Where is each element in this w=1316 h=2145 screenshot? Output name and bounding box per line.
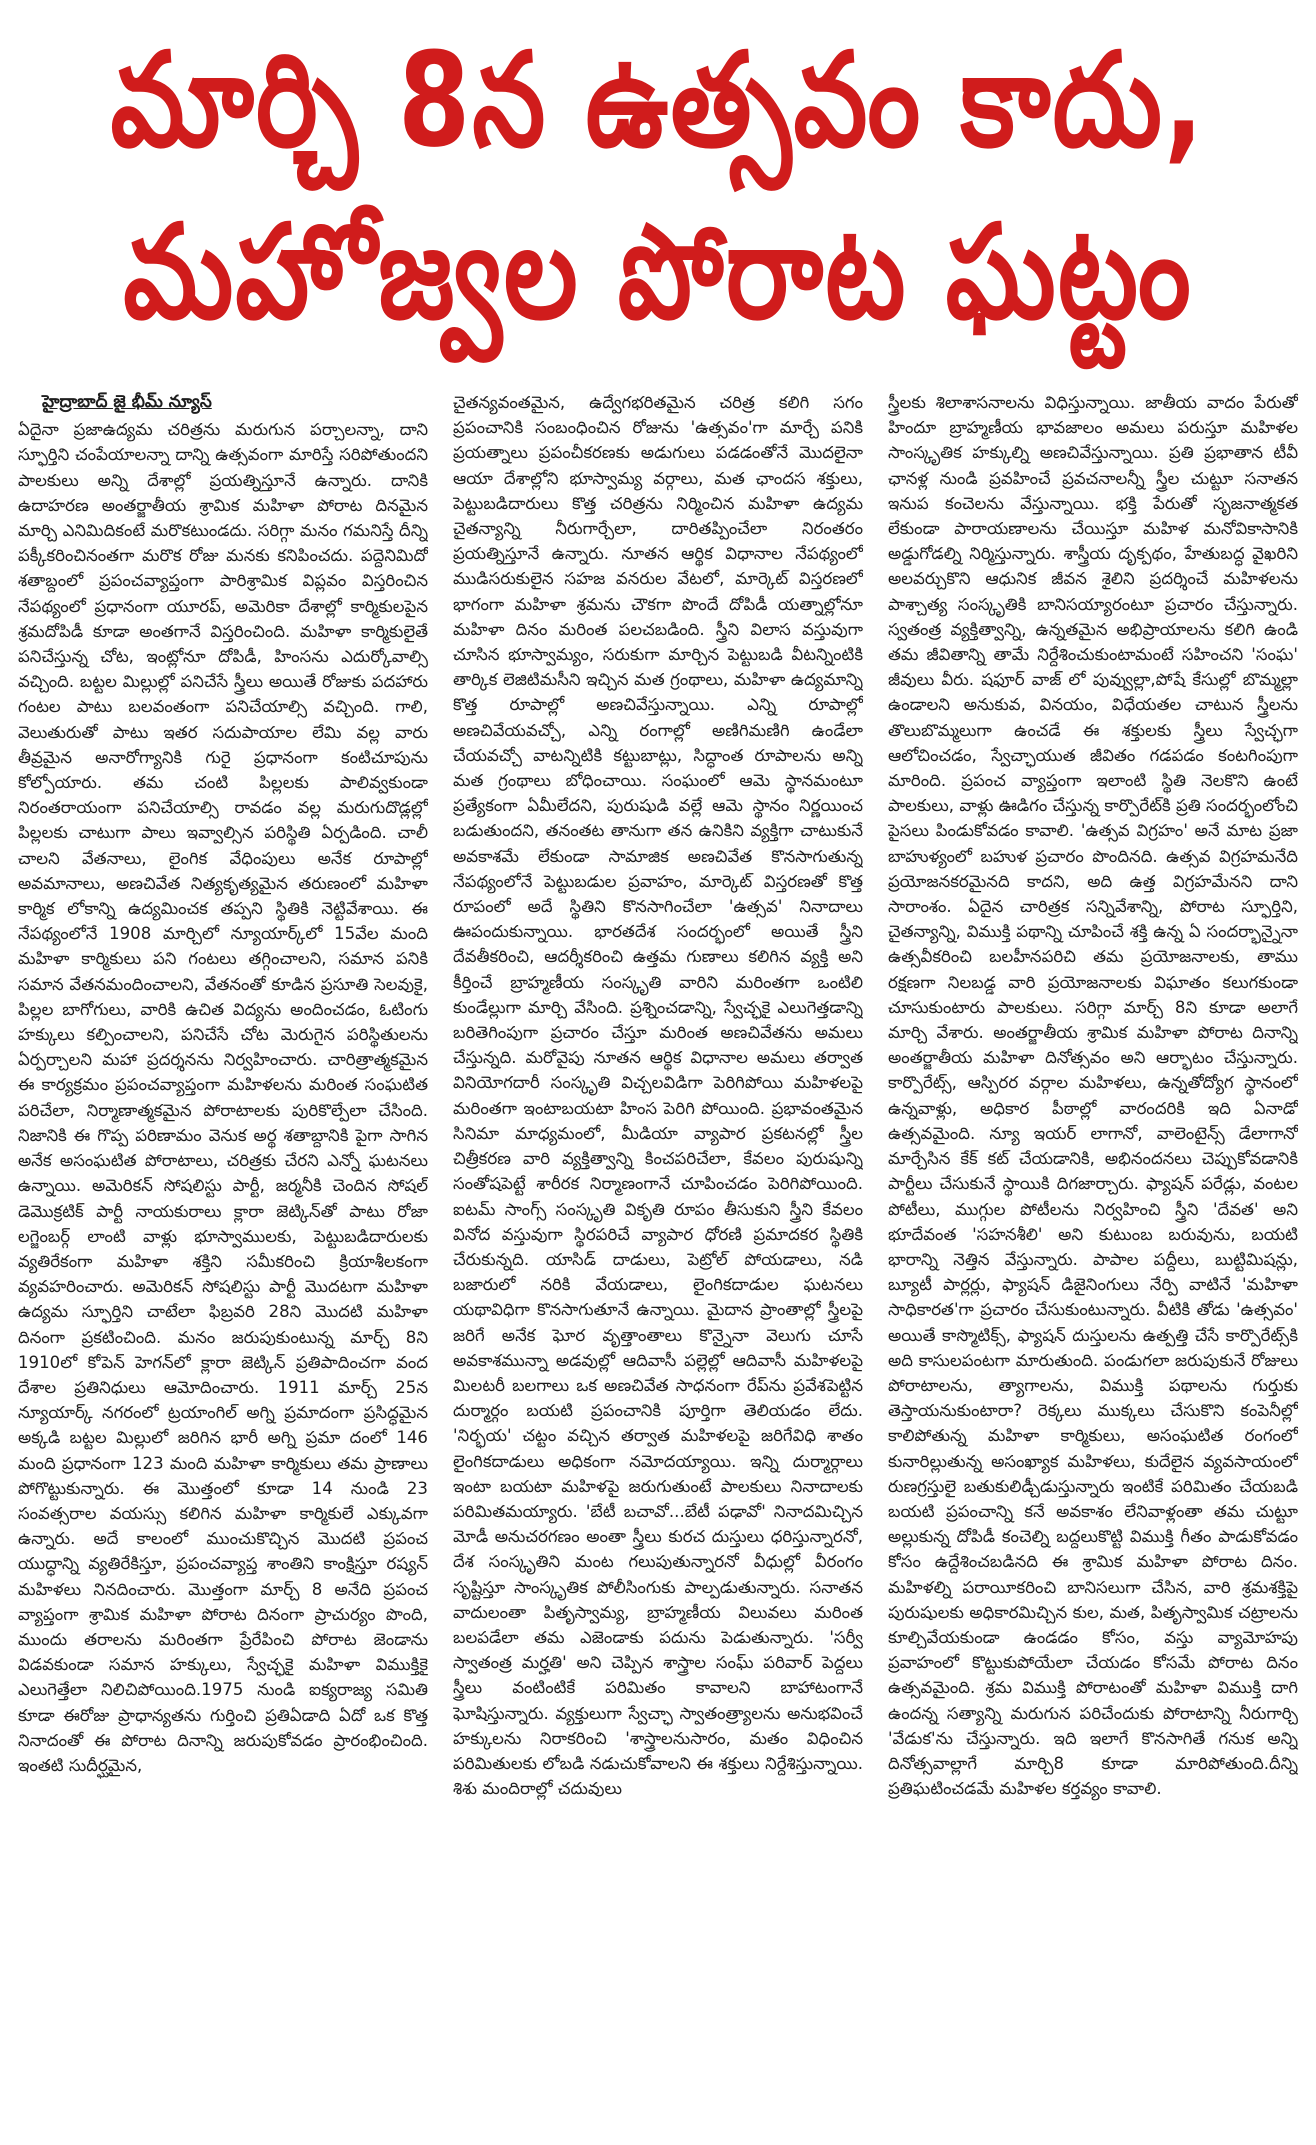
headline-line-1: మార్చి 8న ఉత్సవం కాదు, xyxy=(110,23,1206,177)
headline-line-2: మహోజ్వల పోరాట ఘట్టం xyxy=(123,195,1193,349)
column-1 xyxy=(18,390,428,2135)
article-body xyxy=(18,390,1298,2135)
column-2 xyxy=(453,390,863,2135)
headline xyxy=(18,14,1298,358)
byline: హైద్రాబాద్ జై భీమ్ న్యూస్ xyxy=(42,392,212,412)
column-1-text: ఏదైనా ప్రజాఉద్యమ చరిత్రను మరుగున పర్చాలన్నా, దాని స్ఫూర్తిని చంపేయాలన్నా దాన్ని ఉత్సవంగా మారిస్తే సరిపోతుందని పాలకులు అన్ని దేశాల్లో ప్రయత్నిస్తూనే ఉన్నారు. దానికి ఉదాహరణ అంతర్జాతీయ శ్రామిక మహిళా పోరాట దినమైన మార్చి ఎనిమిదికంటే మరొకటుండదు. సరిగ్గా మనం గమనిస్తే దీన్ని పక్కీకరించినంతగా మరొక రోజు మనకు కనిపించదు. పద్దెనిమిదో శతాబ్దంలో ప్రపంచవ్యాప్తంగా పారిశ్రామిక విప్లవం విస్తరించిన నేపథ్యంలో ప్రధానంగా యూరప్, అమెరికా దేశాల్లో కార్మికులపైన శ్రమదోపిడీ కూడా అంతగానే విస్తరించింది. మహిళా కార్మికులైతే పనిచేస్తున్న చోట, ఇంట్లోనూ దోపిడీ, హింసను ఎదుర్కోవాల్సి వచ్చింది. బట్టల మిల్లుల్లో పనిచేసే స్త్రీలు అయితే రోజుకు పదహారు గంటల పాటు బలవంతంగా పనిచేయాల్సి వచ్చింది. గాలి, వెలుతురుతో పాటు ఇతర సదుపాయాల లేమి వల్ల వారు తీవ్రమైన అనారోగ్యానికి గురై ప్రధానంగా కంటిచూపును కోల్పోయారు. తమ చంటి పిల్లలకు పాలివ్వకుండా నిరంతరాయంగా పనిచేయాల్సి రావడం వల్ల మరుగుదొడ్లల్లో పిల్లలకు చాటుగా పాలు ఇవ్వాల్సిన పరిస్థితి ఏర్పడింది. చాలీ చాలని వేతనాలు, లైంగిక వేధింపులు అనేక రూపాల్లో అవమానాలు, అణచివేత నిత్యకృత్యమైన తరుణంలో మహిళా కార్మిక లోకాన్ని ఉద్యమించక తప్పని స్థితికి నెట్టివేశాయి. ఈ నేపథ్యంలోనే 1908 మార్చిలో న్యూయార్క్‌లో 15వేల మంది మహిళా కార్మికులు పని గంటలు తగ్గించాలని, సమాన పనికి సమాన వేతనమందించాలని, వేతనంతో కూడిన ప్రసూతి సెలవుకై, పిల్లల బాగోగులు, వారికి ఉచిత విద్యను అందించడం, ఓటింగు హక్కులు కల్పించాలని, పనిచేసే చోట మెరుగైన పరిస్థితులను ఏర్పర్చాలని మహా ప్రదర్శనను నిర్వహించారు. చారిత్రాత్మకమైన ఈ కార్యక్రమం ప్రపంచవ్యాప్తంగా మహిళలను మరింత సంఘటిత పరిచేలా, నిర్మాణాత్మకమైన పోరాటాలకు పురికొల్పేలా చేసింది. నిజానికి ఈ గొప్ప పరిణామం వెనుక అర్థ శతాబ్దానికి పైగా సాగిన అనేక అసంఘటిత పోరాటాలు, చరిత్రకు చేరని ఎన్నో ఘటనలు ఉన్నాయి. అమెరికన్ సోషలిస్టు పార్టీ, జర్మనీకి చెందిన సోషల్ డెమొక్రటిక్ పార్టీ నాయకురాలు క్లారా జెట్కిన్‌తో పాటు రోజా లగ్జెంబర్గ్ లాంటి వాళ్లు భూస్వాములకు, పెట్టుబడిదారులకు వ్యతిరేకంగా మహిళా శక్తిని సమీకరించి క్రియాశీలకంగా వ్యవహరించారు. అమెరికన్ సోషలిస్టు పార్టీ మొదటగా మహిళా ఉద్యమ స్ఫూర్తిని చాటేలా ఫిబ్రవరి 28ని మొదటి మహిళా దినంగా ప్రకటించింది. మనం జరుపుకుంటున్న మార్చ్ 8ని 1910లో కోపెన్ హెగన్‌లో క్లారా జెట్కిన్ ప్రతిపాదించగా వంద దేశాల ప్రతినిధులు ఆమోదించారు. 1911 మార్చ్ 25న న్యూయార్క్ నగరంలో ట్రయాంగిల్ అగ్ని ప్రమాదంగా ప్రసిద్ధమైన అక్కడి బట్టల మిల్లులో జరిగిన భారీ అగ్ని ప్రమా దంలో 146 మంది ప్రధానంగా 123 మంది మహిళా కార్మికులు తమ ప్రాణాలు పోగొట్టుకున్నారు. ఈ మొత్తంలో కూడా 14 నుండి 23 సంవత్సరాల వయస్సు కలిగిన మహిళా కార్మికులే ఎక్కువగా ఉన్నారు. అదే కాలంలో ముంచుకొచ్చిన మొదటి ప్రపంచ యుద్ధాన్ని వ్యతిరేకిస్తూ, ప్రపంచవ్యాప్త శాంతిని కాంక్షిస్తూ రష్యన్ మహిళలు నినదించారు. మొత్తంగా మార్చ్ 8 అనేది ప్రపంచ వ్యాప్తంగా శ్రామిక మహిళా పోరాట దినంగా ప్రాచుర్యం పొంది, ముందు తరాలను మరింతగా ప్రేరేపించి పోరాట జెండాను విడవకుండా సమాన హక్కులు, స్వేచ్ఛకై మహిళా విముక్తికై ఎలుగెత్తేలా నిలిచిపోయింది.1975 నుండి ఐక్యరాజ్య సమితి కూడా ఈరోజు ప్రాధాన్యతను గుర్తించి ప్రతిఏడాది ఏదో ఒక కొత్త నినాదంతో ఈ పోరాట దినాన్ని జరుపుకోవడం ప్రారంభించింది. ఇంతటి సుదీర్ఘమైన, xyxy=(18,420,428,1775)
column-3 xyxy=(888,390,1298,2135)
column-3-text: స్త్రీలకు శిలాశాసనాలను విధిస్తున్నాయి. జాతీయ వాదం పేరుతో హిందూ బ్రాహ్మణీయ భావజాలం అమలు పరుస్తూ మహిళల సాంస్కృతిక హక్కుల్ని అణచివేస్తున్నాయి. ప్రతి ప్రభాతాన టీవీ ఛానళ్ల నుండి ప్రవహించే ప్రవచనాలన్నీ స్త్రీల చుట్టూ సనాతన ఇనుప కంచెలను వేస్తున్నాయి. భక్తి పేరుతో సృజనాత్మకత లేకుండా పారాయణాలను చేయిస్తూ మహిళ మనోవికాసానికి అడ్డుగోడల్ని నిర్మిస్తున్నారు. శాస్త్రీయ దృక్పథం, హేతుబద్ధ వైఖరిని అలవర్చుకొని ఆధునిక జీవన శైలిని ప్రదర్శించే మహిళలను పాశ్చాత్య సంస్కృతికి బానిసయ్యారంటూ ప్రచారం చేస్తున్నారు. స్వతంత్ర వ్యక్తిత్వాన్ని, ఉన్నతమైన అభిప్రాయాలను కలిగి ఉండి తమ జీవితాన్ని తామే నిర్దేశించుకుంటామంటే సహించని 'సంఘ' జీవులు వీరు. షఫూర్ వాజ్ లో పువ్వుల్లా,పోషే కేసుల్లో బొమ్మల్లా ఉండాలని అనుకువ, వినయం, విధేయతల చాటున స్త్రీలను తొలుబొమ్మలుగా ఉంచడే ఈ శక్తులకు స్త్రీలు స్వేచ్ఛగా ఆలోచించడం, స్వేచ్ఛాయుత జీవితం గడపడం కంటగింపుగా మారింది. ప్రపంచ వ్యాప్తంగా ఇలాంటి స్థితి నెలకొని ఉంటే పాలకులు, వాళ్లు ఊడిగం చేస్తున్న కార్పొరేట్‌కి ప్రతి సందర్భంలోంచి పైసలు పిండుకోవడం కావాలి. 'ఉత్సవ విగ్రహం' అనే మాట ప్రజా బాహుళ్యంలో బహుళ ప్రచారం పొందినది. ఉత్సవ విగ్రహమనేది ప్రయోజనకరమైనది కాదని, అది ఉత్త విగ్రహమేనని దాని సారాంశం. ఏదైన చారిత్రక సన్నివేశాన్ని, పోరాట స్ఫూర్తిని, చైతన్యాన్ని, విముక్తి పథాన్ని చూపించే శక్తి ఉన్న ఏ సందర్భాన్నైనా ఉత్సవీకరించి బలహీనపరిచి తమ ప్రయోజనాలకు, తాము రక్షణగా నిలబడ్డ వారి ప్రయోజనాలకు విఘాతం కలుగకుండా చూసుకుంటారు పాలకులు. సరిగ్గా మార్చ్ 8ని కూడా అలాగే మార్చి వేశారు. అంతర్జాతీయ శ్రామిక మహిళా పోరాట దినాన్ని అంతర్జాతీయ మహిళా దినోత్సవం అని ఆర్భాటం చేస్తున్నారు. కార్పొరేట్స్, ఆస్పిరర వర్గాల మహిళలు, ఉన్నతోద్యోగ స్థానంలో ఉన్నవాళ్లు, అధికార పీఠాల్లో వారందరికి ఇది ఏనాడో ఉత్సవమైంది. న్యూ ఇయర్ లాగానో, వాలెంటైన్స్ డేలాగానో మార్చేసిన కేక్ కట్ చేయడానికి, అభినందనలు చెప్పుకోవడానికి పార్టీలు చేసుకునే స్థాయికి దిగజార్చారు. ఫ్యాషన్ పరేడ్లు, వంటల పోటీలు, ముగ్గుల పోటీలను నిర్వహించి స్త్రీని 'దేవత' అని భూదేవంత 'సహనశీలి' అని కుటుంబ బరువును, బయటి భారాన్ని నెత్తిన వేస్తున్నారు. పాపాల పద్దీలు, బుట్టిమిషన్లు, బ్యూటీ పార్లర్లు, ఫ్యాషన్ డిజైనింగులు నేర్పి వాటినే 'మహిళా సాధికారత'గా ప్రచారం చేసుకుంటున్నారు. వీటికి తోడు 'ఉత్సవం' అయితే కాస్మొటిక్స్, ఫ్యాషన్ దుస్తులను ఉత్పత్తి చేసే కార్పొరేట్స్‌కి అది కాసులపంటగా మారుతుంది. పండుగలా జరుపుకునే రోజులు పోరాటాలను, త్యాగాలను, విముక్తి పథాలను గుర్తుకు తెస్తాయనుకుంటారా? రెక్కలు ముక్కలు చేసుకొని కంపెనీల్లో కాలిపోతున్న మహిళా కార్మికులు, అసంఘటిత రంగంలో కునారిల్లుతున్న అసంఖ్యాక మహిళలు, కుదేలైన వ్యవసాయంలో రుణగ్రస్తులై బతుకులిడ్చీడుస్తున్నారు ఇంటికే పరిమితం చేయబడి బయటి ప్రపంచాన్ని కనే అవకాశం లేనివాళ్లంతా తమ చుట్టూ అల్లుకున్న దోపిడీ కంచెల్ని బద్దలుకొట్టి విముక్తి గీతం పాడుకోవడం కోసం ఉద్దేశించబడినది ఈ శ్రామిక మహిళా పోరాట దినం. మహిళల్ని పరాయీకరించి బానిసలుగా చేసిన, వారి శ్రమశక్తిపై పురుషులకు అధికారమిచ్చిన కుల, మత, పితృస్వామిక చట్రాలను కూల్చివేయకుండా ఉండడం కోసం, వస్తు వ్యామోహపు ప్రవాహంలో కొట్టుకుపోయేలా చేయడం కోసమే పోరాట దినం ఉత్సవమైంది. శ్రమ విముక్తి పోరాటంతో మహిళా విముక్తి దాగి ఉందన్న సత్యాన్ని మరుగున పరిచేందుకు పోరాటాన్ని నీరుగార్చి 'వేడుక'ను చేస్తున్నారు. ఇది ఇలాగే కొనసాగితే గనుక అన్ని దినోత్సవాల్లాగే మార్చి8 కూడా మారిపోతుంది.దీన్ని ప్రతిఘటించడమే మహిళల కర్తవ్యం కావాలి. xyxy=(888,393,1298,1799)
column-2-text: చైతన్యవంతమైన, ఉద్వేగభరితమైన చరిత్ర కలిగి సగం ప్రపంచానికి సంబంధించిన రోజును 'ఉత్సవం'గా మార్చే పనికి ప్రయత్నాలు ప్రపంచీకరణకు అడుగులు పడడంతోనే మొదలైనా ఆయా దేశాల్లోని భూస్వామ్య వర్గాలు, మత ఛాందస శక్తులు, పెట్టుబడిదారులు కొత్త చరిత్రను నిర్మించిన మహిళా ఉద్యమ చైతన్యాన్ని నీరుగార్చేలా, దారితప్పించేలా నిరంతరం ప్రయత్నిస్తూనే ఉన్నారు. నూతన ఆర్థిక విధానాల నేపథ్యంలో ముడిసరుకులైన సహజ వనరుల వేటలో, మార్కెట్ విస్తరణలో భాగంగా మహిళా శ్రమను చౌకగా పొందే దోపిడీ యత్నాల్లోనూ మహిళా దినం మరింత పలచబడింది. స్త్రీని విలాస వస్తువుగా చూసిన భూస్వామ్యం, సరుకుగా మార్చిన పెట్టుబడి వీటన్నింటికి తార్కిక లెజిటిమసీని ఇచ్చిన మత గ్రంథాలు, మహిళా ఉద్యమాన్ని కొత్త రూపాల్లో అణచివేస్తున్నాయి. ఎన్ని రూపాల్లో అణచివేయవచ్చో, ఎన్ని రంగాల్లో అణిగిమణిగి ఉండేలా చేయవచ్చో వాటన్నిటికి కట్టుబాట్లు, సిద్ధాంత రూపాలను అన్ని మత గ్రంథాలు బోధించాయి. సంఘంలో ఆమె స్థానమంటూ ప్రత్యేకంగా ఏమీలేదని, పురుషుడి వల్లే ఆమె స్థానం నిర్ణయించ బడుతుందని, తనంతట తానుగా తన ఉనికిని వ్యక్తిగా చాటుకునే అవకాశమే లేకుండా సామాజిక అణచివేత కొనసాగుతున్న నేపథ్యంలోనే పెట్టుబడుల ప్రవాహం, మార్కెట్ విస్తరణతో కొత్త రూపంలో అదే స్థితిని కొనసాగించేలా 'ఉత్సవ' నినాదాలు ఊపందుకున్నాయి. భారతదేశ సందర్భంలో అయితే స్త్రీని దేవతీకరించి, ఆదర్శీకరించి ఉత్తమ గుణాలు కలిగిన వ్యక్తి అని కీర్తించే బ్రాహ్మణీయ సంస్కృతి వారిని మరింతగా ఒంటిలి కుండేల్లుగా మార్చి వేసింది. ప్రశ్నించడాన్ని, స్వేచ్ఛకై ఎలుగెత్తడాన్ని బరితెగింపుగా ప్రచారం చేస్తూ మరింత అణచివేతను అమలు చేస్తున్నది. మరోవైపు నూతన ఆర్థిక విధానాల అమలు తర్వాత వినియోగదారీ సంస్కృతి విచ్చలవిడిగా పెరిగిపోయి మహిళలపై మరింతగా ఇంటాబయటా హింస పెరిగి పోయింది. ప్రభావంతమైన సినిమా మాధ్యమంలో, మీడియా వ్యాపార ప్రకటనల్లో స్త్రీల చిత్రీకరణ వారి వ్యక్తిత్వాన్ని కించపరిచేలా, కేవలం పురుషున్ని సంతోషపెట్టే శారీరక నిర్మాణంగానే చూపించడం పెరిగిపోయింది. ఐటమ్ సాంగ్స్ సంస్కృతి వికృతి రూపం తీసుకుని స్త్రీని కేవలం వినోద వస్తువుగా స్థిరపరిచే వ్యాపార ధోరణి ప్రమాదకర స్థితికి చేరుకున్నది. యాసిడ్ దాడులు, పెట్రోల్ పోయడాలు, నడి బజారులో నరికి వేయడాలు, లైంగికదాడుల ఘటనలు యథావిధిగా కొనసాగుతూనే ఉన్నాయి. మైదాన ప్రాంతాల్లో స్త్రీలపై జరిగే అనేక ఘోర వృత్తాంతాలు కొన్నైనా వెలుగు చూసే అవకాశమున్నా అడవుల్లో ఆదివాసీ పల్లెల్లో ఆదివాసీ మహిళలపై మిలటరీ బలగాలు ఒక అణచివేత సాధనంగా రేప్‌ను ప్రవేశపెట్టిన దుర్మార్గం బయటి ప్రపంచానికి పూర్తిగా తెలియడం లేదు. 'నిర్భయ' చట్టం వచ్చిన తర్వాత మహిళలపై జరిగేవిధి శాతం లైంగికదాడులు అధికంగా నమోదయ్యాయి. ఇన్ని దుర్మార్గాలు ఇంటా బయటా మహిళపై జరుగుతుంటే పాలకులు నినాదాలకు పరిమితమయ్యారు. 'బేటీ బచావో...బేటీ పఢావో' నినాదమిచ్చిన మోడీ అనుచరగణం అంతా స్త్రీలు కురచ దుస్తులు ధరిస్తున్నారనో, దేశ సంస్కృతిని మంట గలుపుతున్నారనో వీధుల్లో వీరంగం సృష్టిస్తూ సాంస్కృతిక పోలీసింగుకు పాల్పడుతున్నారు. సనాతన వాదులంతా పితృస్వామ్య, బ్రాహ్మణీయ విలువలు మరింత బలపడేలా తమ ఎజెండాకు పదును పెడుతున్నారు. 'సర్వీ స్వాతంత్ర మర్హతి' అని చెప్పిన శాస్త్రాల సంఘ్ పరివార్ పెద్దలు స్త్రీలు వంటింటికే పరిమితం కావాలని బాహాటంగానే ఘోషిస్తున్నారు. వ్యక్తులుగా స్వేచ్ఛా స్వాతంత్ర్యాలను అనుభవించే హక్కులను నిరాకరించి 'శాస్త్రాలనుసారం, మతం విధించిన పరిమితులకు లోబడి నడుచుకోవాలని ఈ శక్తులు నిర్దేశిస్తున్నాయి. శిశు మందిరాల్లో చదువులు xyxy=(453,393,863,1799)
